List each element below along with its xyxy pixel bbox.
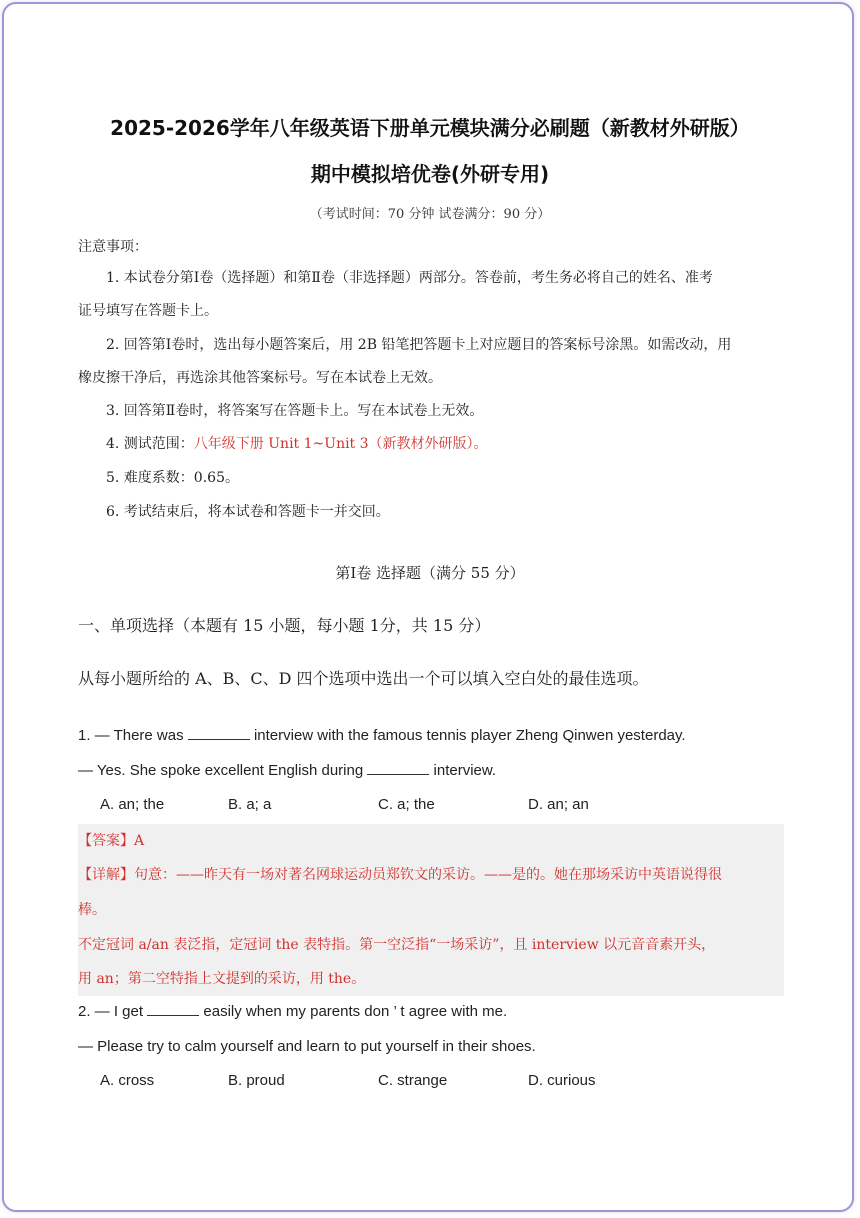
note-4-scope: 八年级下册 Unit 1~Unit 3（新教材外研版）。 [193, 436, 488, 452]
q2-line-1-start: 2. — I get [78, 1003, 144, 1020]
q1-answer: 【答案】A [78, 833, 145, 849]
notes-heading: 注意事项： [78, 239, 148, 255]
note-5: 5. 难度系数：0.65。 [106, 470, 239, 486]
note-2-line-1: 2. 回答第Ⅰ卷时，选出每小题答案后，用 2B 铅笔把答题卡上对应题目的答案标号涂黑。如需改动，用 [106, 337, 732, 353]
q2-line-1-end: easily when my parents don ’ t agree with me. [203, 1003, 508, 1020]
q2-option-c: C. strange [378, 1072, 448, 1089]
q1-line-2-start: — Yes. She spoke excellent English during [78, 762, 364, 779]
instruction: 从每小题所给的 A、B、C、D 四个选项中选出一个可以填入空白处的最佳选项。 [78, 669, 649, 688]
section-title: 第Ⅰ卷 选择题（满分 55 分） [335, 564, 525, 582]
q2-blank [147, 1003, 199, 1016]
q1-option-a: A. an; the [100, 796, 165, 813]
q1-explain-line-1: 【详解】句意：——昨天有一场对著名网球运动员郑钦文的采访。——是的。她在那场采访中英语说得很 [78, 867, 722, 883]
q1-line-1-start: 1. — There was [78, 727, 184, 744]
q1-explain-line-2: 棒。 [78, 902, 106, 918]
note-2-line-2: 橡皮擦干净后，再选涂其他答案标号。写在本试卷上无效。 [78, 370, 442, 386]
q1-option-b: B. a; a [228, 796, 272, 813]
note-1-line-1: 1. 本试卷分第Ⅰ卷（选择题）和第Ⅱ卷（非选择题）两部分。答卷前，考生务必将自己的姓名、准考 [106, 270, 713, 286]
q2-option-a: A. cross [100, 1072, 155, 1089]
q1-blank-1 [188, 727, 250, 740]
note-3: 3. 回答第Ⅱ卷时，将答案写在答题卡上。写在本试卷上无效。 [106, 403, 484, 419]
q1-explain-line-4: 用 an；第二空特指上文提到的采访，用 the。 [78, 971, 366, 987]
note-1-line-2: 证号填写在答题卡上。 [78, 303, 218, 319]
q1-option-c: C. a; the [378, 796, 435, 813]
document-title: 2025-2026学年八年级英语下册单元模块满分必刷题（新教材外研版） [110, 116, 750, 140]
q2-option-b: B. proud [228, 1072, 285, 1089]
q1-explain-line-3: 不定冠词 a/an 表泛指，定冠词 the 表特指。第一空泛指“一场采访”，且 interview 以元音音素开头， [78, 937, 716, 953]
q2-line-1 [78, 1003, 507, 1020]
q2-line-2: — Please try to calm yourself and learn to put yourself in their shoes. [78, 1038, 536, 1055]
part-title: 一、单项选择（本题有 15 小题，每小题 1分，共 15 分） [78, 616, 491, 635]
document-subtitle: 期中模拟培优卷(外研专用) [310, 162, 550, 186]
q1-line-2 [78, 762, 496, 779]
q1-blank-2 [367, 762, 429, 775]
note-4 [106, 434, 488, 454]
note-4-prefix: 4. 测试范围： [106, 436, 194, 452]
q2-option-d: D. curious [528, 1072, 596, 1089]
q1-line-1-end: interview with the famous tennis player Zheng Qinwen yesterday. [253, 727, 686, 744]
q1-line-1 [78, 727, 686, 744]
note-6: 6. 考试结束后，将本试卷和答题卡一并交回。 [106, 504, 390, 520]
exam-info: （考试时间：70 分钟 试卷满分：90 分） [309, 207, 551, 222]
q1-line-2-end: interview. [433, 762, 497, 779]
q1-option-d: D. an; an [528, 796, 589, 813]
